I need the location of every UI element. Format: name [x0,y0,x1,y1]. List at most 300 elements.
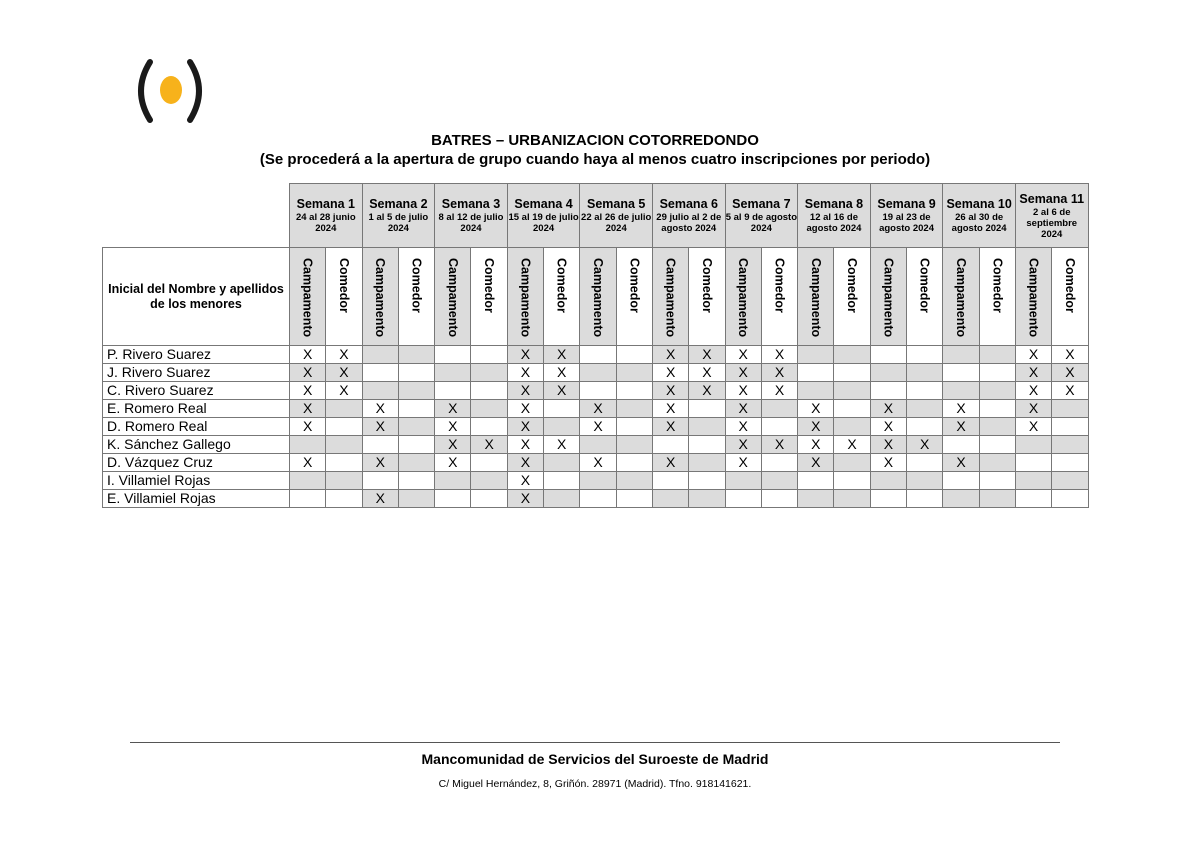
week-dates: 2 al 6 de septiembre 2024 [1026,206,1078,240]
mark-cell: X [544,436,580,454]
mark-cell [1052,490,1088,508]
mark-cell [1015,436,1051,454]
mark-cell: X [798,418,834,436]
mark-cell [1015,472,1051,490]
campamento-header [798,248,834,346]
mark-cell: X [580,400,616,418]
child-name: P. Rivero Suarez [103,346,290,364]
mark-cell [616,418,652,436]
mark-cell: X [689,364,725,382]
mark-cell: X [326,346,362,364]
mark-cell [435,364,471,382]
mark-cell [689,490,725,508]
mark-cell: X [652,346,688,364]
mark-cell: X [907,436,943,454]
mark-cell [1052,418,1088,436]
mark-cell [834,454,870,472]
table-row [103,454,1089,472]
campamento-header [725,248,761,346]
campamento-header [580,248,616,346]
page-subtitle: (Se procederá a la apertura de grupo cuando haya al menos cuatro inscripciones por periodo) [259,151,931,168]
mark-cell [398,472,434,490]
mark-cell [435,472,471,490]
week-header-2 [362,184,435,248]
mark-cell [979,436,1015,454]
week-dates: 24 al 28 junio 2024 [295,212,356,234]
comedor-header [544,248,580,346]
mark-cell [761,490,797,508]
subheader-label: Campamento [1026,258,1041,338]
week-header-10 [943,184,1016,248]
week-header-9 [870,184,943,248]
mark-cell: X [943,400,979,418]
mark-cell: X [1015,346,1051,364]
comedor-header [398,248,434,346]
mark-cell [870,472,906,490]
mark-cell [652,472,688,490]
mark-cell [326,454,362,472]
subheader-label: Comedor [627,258,642,313]
week-name: Semana 4 [514,197,573,211]
mark-cell [907,382,943,400]
mark-cell: X [362,454,398,472]
mark-cell [943,364,979,382]
mark-cell: X [870,418,906,436]
table-row [103,490,1089,508]
week-dates: 8 al 12 de julio 2024 [438,212,504,234]
mark-cell: X [362,490,398,508]
table-row [103,436,1089,454]
mark-cell [580,382,616,400]
mark-cell: X [652,454,688,472]
week-header-7 [725,184,798,248]
week-header-3 [435,184,508,248]
mark-cell: X [943,454,979,472]
mark-cell [544,454,580,472]
mark-cell [870,490,906,508]
mark-cell [326,400,362,418]
subheader-label: Campamento [591,258,606,338]
mark-cell [798,382,834,400]
mark-cell: X [689,346,725,364]
mark-cell: X [761,346,797,364]
mark-cell: X [580,418,616,436]
mark-cell [398,454,434,472]
week-name: Semana 8 [804,197,864,211]
mark-cell [616,490,652,508]
mark-cell [870,364,906,382]
week-dates: 1 al 5 de julio 2024 [368,212,429,234]
mark-cell: X [507,382,543,400]
mark-cell: X [725,364,761,382]
mark-cell: X [725,436,761,454]
mark-cell [979,400,1015,418]
mark-cell [616,436,652,454]
mark-cell: X [1015,364,1051,382]
week-name: Semana 1 [296,197,355,211]
week-header-1 [290,184,363,248]
mark-cell [616,472,652,490]
mark-cell [326,472,362,490]
mark-cell: X [870,454,906,472]
mark-cell [616,364,652,382]
mark-cell [761,454,797,472]
mark-cell [798,490,834,508]
mark-cell: X [290,364,326,382]
mark-cell: X [290,418,326,436]
logo-icon [136,58,204,124]
mark-cell [907,364,943,382]
subheader-label: Comedor [845,258,860,313]
mark-cell [689,472,725,490]
mark-cell [979,346,1015,364]
mark-cell [616,346,652,364]
mark-cell: X [652,400,688,418]
mark-cell [1052,472,1088,490]
mark-cell [798,472,834,490]
week-name: Semana 9 [877,197,936,211]
mark-cell: X [798,400,834,418]
campamento-header [507,248,543,346]
mark-cell [398,382,434,400]
mark-cell: X [725,382,761,400]
mark-cell [471,418,507,436]
mark-cell: X [507,472,543,490]
mark-cell [943,472,979,490]
mark-cell [398,346,434,364]
campamento-header [435,248,471,346]
mark-cell [326,490,362,508]
mark-cell: X [761,364,797,382]
mark-cell [544,472,580,490]
mark-cell: X [1015,382,1051,400]
table-row [103,472,1089,490]
mark-cell [471,346,507,364]
mark-cell [943,490,979,508]
subheader-label: Comedor [482,258,497,313]
name-column-header: Inicial del Nombre y apellidos de los menores [103,248,290,346]
mark-cell [798,346,834,364]
mark-cell [834,364,870,382]
mark-cell: X [507,490,543,508]
comedor-header [326,248,362,346]
mark-cell [1015,490,1051,508]
mark-cell: X [761,436,797,454]
child-name: J. Rivero Suarez [103,364,290,382]
child-name: C. Rivero Suarez [103,382,290,400]
mark-cell [1052,400,1088,418]
week-dates: 12 al 16 de agosto 2024 [806,212,862,234]
mark-cell [435,382,471,400]
mark-cell: X [507,400,543,418]
mark-cell [398,490,434,508]
mark-cell: X [725,346,761,364]
mark-cell [979,472,1015,490]
mark-cell: X [507,418,543,436]
mark-cell [798,364,834,382]
mark-cell [544,400,580,418]
mark-cell [1015,454,1051,472]
mark-cell [689,436,725,454]
week-name: Semana 6 [659,197,718,211]
subheader-label: Campamento [445,258,460,338]
mark-cell: X [290,382,326,400]
comedor-header [689,248,725,346]
campamento-header [652,248,688,346]
mark-cell: X [689,382,725,400]
week-name: Semana 5 [586,197,646,211]
mark-cell [907,472,943,490]
mark-cell [761,400,797,418]
child-name: D. Vázquez Cruz [103,454,290,472]
mark-cell: X [290,454,326,472]
mark-cell [1052,436,1088,454]
mark-cell: X [725,400,761,418]
subheader-label: Comedor [554,258,569,313]
subheader-label: Comedor [336,258,351,313]
mark-cell [362,382,398,400]
mark-cell: X [725,454,761,472]
mark-cell: X [870,436,906,454]
mark-cell: X [435,454,471,472]
mark-cell [907,454,943,472]
mark-cell: X [471,436,507,454]
week-name: Semana 11 [1019,191,1085,206]
child-name: E. Villamiel Rojas [103,490,290,508]
comedor-header [1052,248,1088,346]
mark-cell [979,382,1015,400]
campamento-header [290,248,326,346]
mark-cell [870,346,906,364]
mark-cell: X [1052,364,1088,382]
mark-cell: X [544,382,580,400]
mark-cell [943,436,979,454]
week-dates: 29 julio al 2 de agosto 2024 [656,212,722,234]
mark-cell: X [1015,400,1051,418]
mark-cell: X [326,382,362,400]
mark-cell: X [798,436,834,454]
subheader-label: Campamento [663,258,678,338]
mark-cell [979,418,1015,436]
mark-cell [616,382,652,400]
mark-cell: X [580,454,616,472]
mark-cell [907,400,943,418]
week-dates: 5 al 9 de agosto 2024 [725,212,797,234]
subheader-row [103,248,1089,346]
mark-cell: X [435,400,471,418]
week-dates: 22 al 26 de julio 2024 [581,212,652,234]
child-name: K. Sánchez Gallego [103,436,290,454]
week-dates: 15 al 19 de julio 2024 [508,212,579,234]
mark-cell [725,472,761,490]
mark-cell [907,490,943,508]
footer-org: Mancomunidad de Servicios del Suroeste de Madrid [421,751,769,767]
subheader-label: Comedor [409,258,424,313]
child-name: I. Villamiel Rojas [103,472,290,490]
campamento-header [362,248,398,346]
mark-cell [834,490,870,508]
table-row [103,418,1089,436]
mark-cell: X [798,454,834,472]
subheader-label: Campamento [808,258,823,338]
mark-cell [580,472,616,490]
week-header-11 [1015,184,1088,248]
subheader-label: Campamento [373,258,388,338]
table-corner [103,184,290,248]
mark-cell [471,400,507,418]
mark-cell [544,490,580,508]
mark-cell [326,418,362,436]
mark-cell [471,472,507,490]
mark-cell: X [290,400,326,418]
week-name: Semana 3 [441,197,501,211]
comedor-header [761,248,797,346]
week-name: Semana 10 [946,197,1012,211]
subheader-label: Campamento [953,258,968,338]
mark-cell [979,490,1015,508]
mark-cell [435,346,471,364]
subheader-label: Campamento [518,258,533,338]
week-header-4 [507,184,580,248]
mark-cell [834,400,870,418]
mark-cell [398,400,434,418]
mark-cell [471,454,507,472]
campamento-header [1015,248,1051,346]
mark-cell [471,490,507,508]
mark-cell [761,418,797,436]
mark-cell [616,400,652,418]
subheader-label: Campamento [300,258,315,338]
table-row [103,382,1089,400]
mark-cell [943,382,979,400]
mark-cell [834,472,870,490]
mark-cell [362,364,398,382]
mark-cell: X [943,418,979,436]
mark-cell [907,418,943,436]
mark-cell [870,382,906,400]
footer-address: C/ Miguel Hernández, 8, Griñón. 28971 (Madrid). Tfno. 918141621. [438,778,752,790]
mark-cell [834,382,870,400]
mark-cell: X [870,400,906,418]
subheader-label: Comedor [917,258,932,313]
mark-cell [435,490,471,508]
mark-cell: X [507,346,543,364]
week-name: Semana 2 [369,197,428,211]
subheader-label: Campamento [881,258,896,338]
comedor-header [834,248,870,346]
child-name: E. Romero Real [103,400,290,418]
comedor-header [471,248,507,346]
mark-cell: X [652,418,688,436]
mark-cell: X [507,454,543,472]
subheader-label: Comedor [1062,258,1077,313]
mark-cell [834,346,870,364]
mark-cell: X [725,418,761,436]
mark-cell: X [290,346,326,364]
week-name: Semana 7 [732,197,791,211]
subheader-label: Comedor [990,258,1005,313]
mark-cell [326,436,362,454]
subheader-label: Comedor [699,258,714,313]
mark-cell: X [834,436,870,454]
week-header-5 [580,184,653,248]
comedor-header [979,248,1015,346]
mark-cell: X [507,436,543,454]
mark-cell [834,418,870,436]
mark-cell [979,364,1015,382]
week-header-8 [798,184,871,248]
mark-cell [398,418,434,436]
mark-cell [398,364,434,382]
mark-cell [580,346,616,364]
mark-cell: X [362,418,398,436]
mark-cell: X [761,382,797,400]
mark-cell [725,490,761,508]
mark-cell [761,472,797,490]
schedule-table [102,183,1089,508]
mark-cell [943,346,979,364]
mark-cell: X [1015,418,1051,436]
mark-cell: X [507,364,543,382]
table-row [103,346,1089,364]
mark-cell [544,418,580,436]
mark-cell [580,490,616,508]
page-title: BATRES – URBANIZACION COTORREDONDO [431,132,759,149]
mark-cell [362,436,398,454]
mark-cell: X [1052,382,1088,400]
week-dates: 26 al 30 de agosto 2024 [951,212,1007,234]
week-header-row [103,184,1089,248]
mark-cell: X [1052,346,1088,364]
mark-cell: X [362,400,398,418]
child-name: D. Romero Real [103,418,290,436]
campamento-header [870,248,906,346]
mark-cell [1052,454,1088,472]
week-header-6 [652,184,725,248]
mark-cell [362,346,398,364]
mark-cell: X [652,382,688,400]
footer-divider [130,742,1060,743]
mark-cell [471,382,507,400]
mark-cell [290,490,326,508]
table-row [103,364,1089,382]
mark-cell: X [544,346,580,364]
campamento-header [943,248,979,346]
mark-cell [290,436,326,454]
mark-cell: X [544,364,580,382]
mark-cell [652,490,688,508]
week-dates: 19 al 23 de agosto 2024 [879,212,934,234]
mark-cell [580,436,616,454]
mark-cell: X [435,436,471,454]
comedor-header [907,248,943,346]
mark-cell: X [326,364,362,382]
mark-cell [907,346,943,364]
table-row [103,400,1089,418]
subheader-label: Comedor [772,258,787,313]
subheader-label: Campamento [736,258,751,338]
mark-cell [689,400,725,418]
mark-cell [362,472,398,490]
mark-cell [689,418,725,436]
comedor-header [616,248,652,346]
mark-cell [689,454,725,472]
mark-cell [979,454,1015,472]
mark-cell [652,436,688,454]
mark-cell [616,454,652,472]
mark-cell [290,472,326,490]
mark-cell: X [652,364,688,382]
